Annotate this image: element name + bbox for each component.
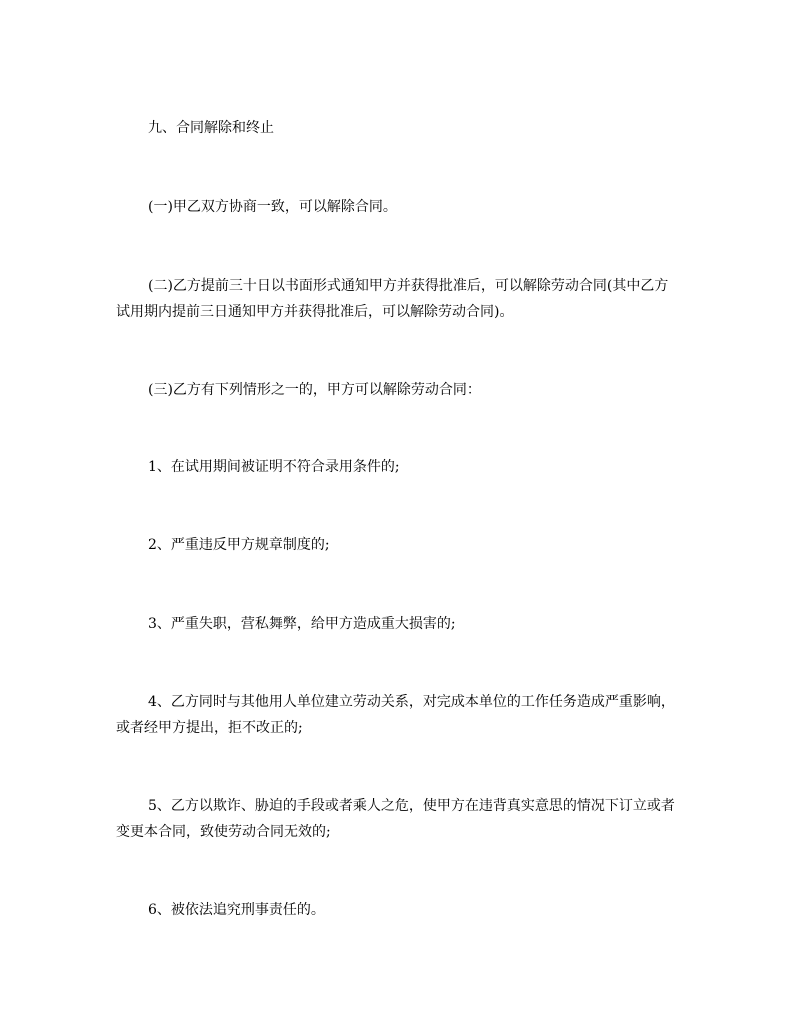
section-heading: 九、合同解除和终止	[148, 120, 274, 136]
list-item-2: 2、严重违反甲方规章制度的;	[148, 537, 330, 553]
list-item-1: 1、在试用期间被证明不符合录用条件的;	[148, 459, 400, 475]
clause-one: (一)甲乙双方协商一致，可以解除合同。	[148, 199, 397, 215]
list-item-6: 6、被依法追究刑事责任的。	[148, 902, 325, 918]
clause-two: (二)乙方提前三十日以书面形式通知甲方并获得批准后，可以解除劳动合同(其中乙方试用期内提前三日通知甲方并获得批准后，可以解除劳动合同)。	[116, 278, 669, 320]
list-item-4: 4、乙方同时与其他用人单位建立劳动关系，对完成本单位的工作任务造成严重影响，或者经甲方提出，拒不改正的;	[116, 694, 675, 736]
list-item-5: 5、乙方以欺诈、胁迫的手段或者乘人之危，使甲方在违背真实意思的情况下订立或者变更本合同，致使劳动合同无效的;	[116, 798, 675, 840]
list-item-3: 3、严重失职，营私舞弊，给甲方造成重大损害的;	[148, 616, 456, 632]
clause-three: (三)乙方有下列情形之一的，甲方可以解除劳动合同：	[148, 382, 481, 398]
